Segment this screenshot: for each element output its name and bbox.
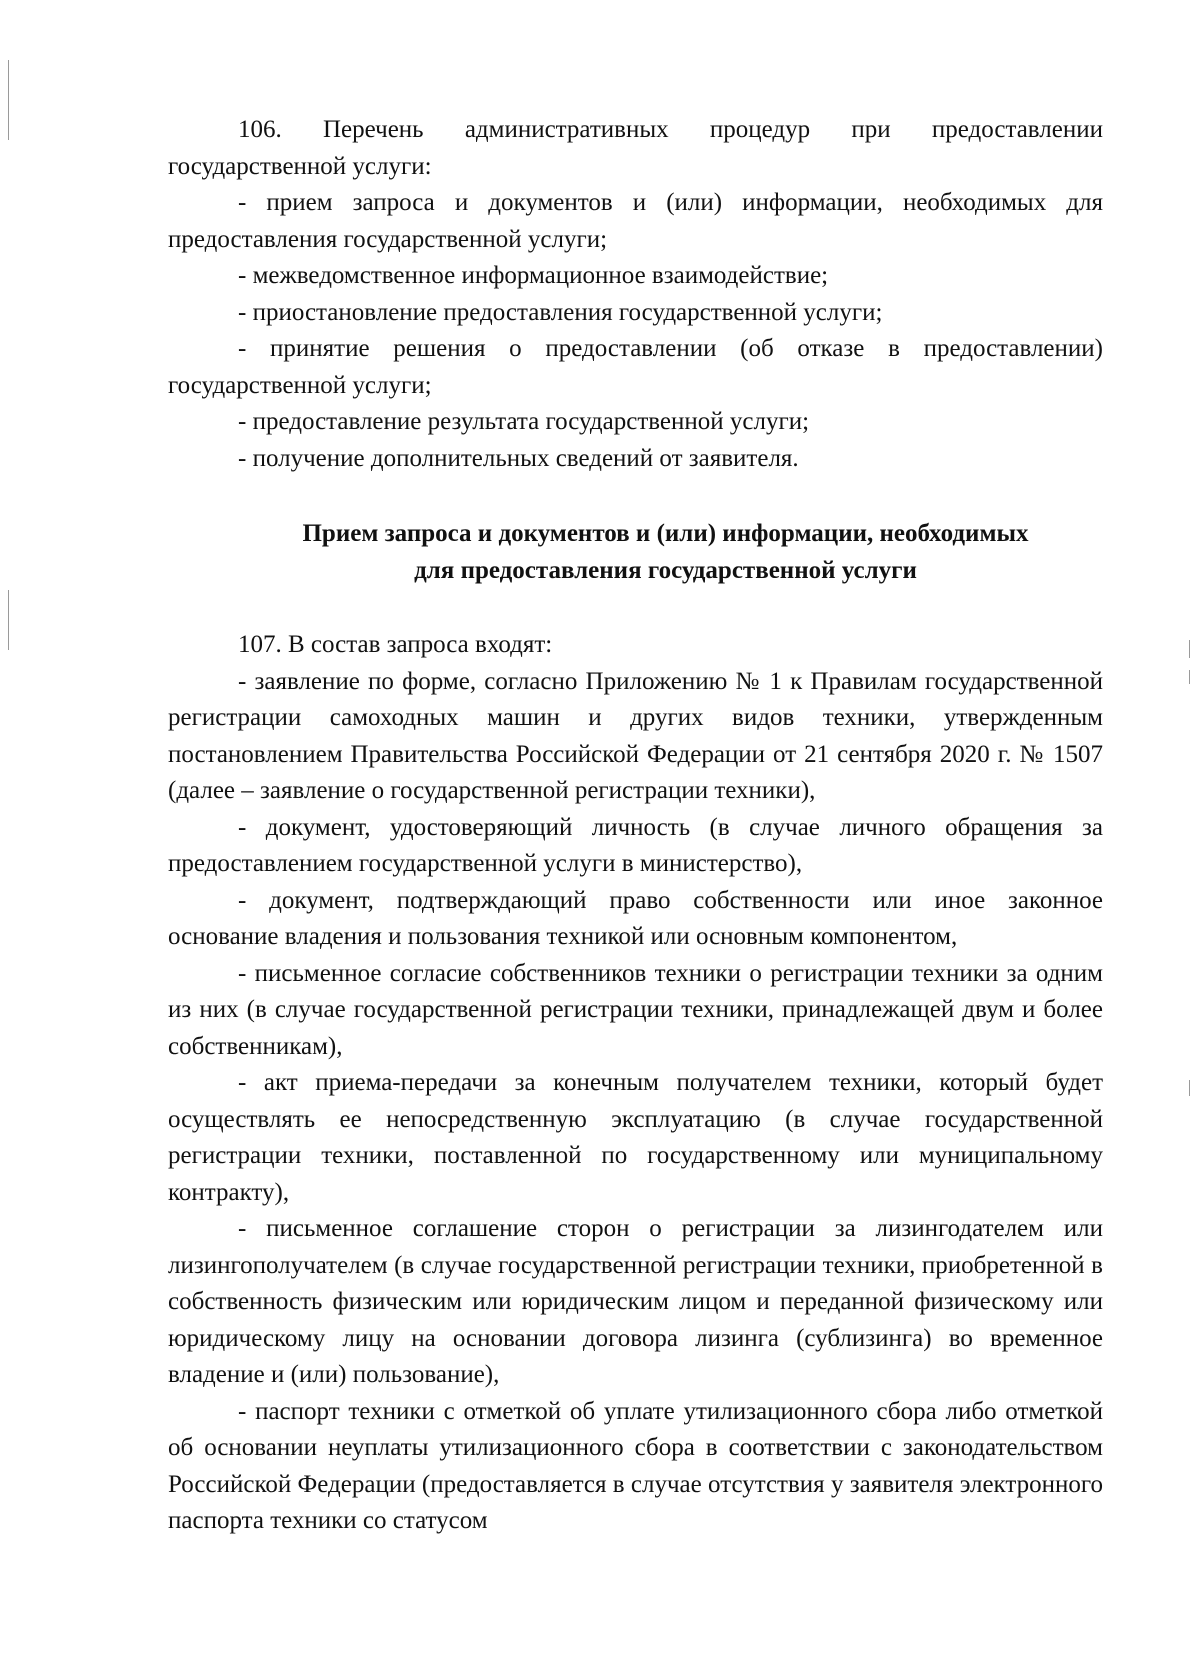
scan-edge-mark [8,60,9,140]
list-item-request: - документ, удостоверяющий личность (в случае личного обращения за предоставлением государственной услуги в министерство), [168,813,1103,877]
scan-edge-mark [1189,1080,1190,1096]
scan-edge-mark [1189,670,1190,684]
list-item-procedure: - предоставление результата государственной услуги; [238,408,810,435]
list-item-request: - заявление по форме, согласно Приложению № 1 к Правилам государственной регистрации самоходных машин и других видов техники, утвержденным постановлением Правительства Российской Федерации от 21 сентября 2020 г. № 1507 (далее – заявление о государственной регистрации техники), [168,667,1103,804]
spacer [168,477,1103,515]
list-item-request: - паспорт техники с отметкой об уплате утилизационного сбора либо отметкой об основании неуплаты утилизационного сбора в соответствии с законодательством Российской Федерации (предоставляется в случае отсутствия у заявителя электронного паспорта техники со статусом [168,1397,1103,1534]
list-item-request: - акт приема-передачи за конечным получателем техники, который будет осуществлять ее непосредственную эксплуатацию (в случае государственной регистрации техники, поставленной по государственному или муниципальному контракту), [168,1069,1103,1206]
scan-edge-mark [1189,640,1190,658]
list-item-procedure: - приостановление предоставления государственной услуги; [238,298,883,326]
list-item-request: - письменное согласие собственников техники о регистрации техники за одним из них (в случае государственной регистрации техники, принадлежащей двум и более собственникам), [168,959,1103,1060]
document-body [168,112,1103,1540]
paragraph-107: 107. В состав запроса входят: [238,631,553,658]
paragraph-106: 106. Перечень административных процедур при предоставлении государственной услуги: [168,116,1103,180]
section-heading-line-2: для предоставления государственной услуги [414,557,917,584]
list-item-request: - письменное соглашение сторон о регистрации за лизингодателем или лизингополучателем (в случае государственной регистрации техники, приобретенной в собственность физическим или юридическим лицом и переданной физическому или юридическому лицу на основании договора лизинга (сублизинга) во временное владение и (или) пользование), [168,1215,1103,1388]
list-item-procedure: - принятие решения о предоставлении (об отказе в предоставлении) государственной услуги; [168,335,1103,399]
list-item-procedure: - прием запроса и документов и (или) информации, необходимых для предоставления государственной услуги; [168,189,1103,253]
list-item-procedure: - получение дополнительных сведений от заявителя. [238,444,799,472]
list-item-procedure: - межведомственное информационное взаимодействие; [238,262,829,289]
section-heading-line-1: Прием запроса и документов и (или) информации, необходимых [302,520,1029,547]
scan-edge-mark [8,590,9,650]
spacer [168,589,1103,627]
list-item-request: - документ, подтверждающий право собственности или иное законное основание владения и пользования техникой или основным компонентом, [168,886,1103,950]
